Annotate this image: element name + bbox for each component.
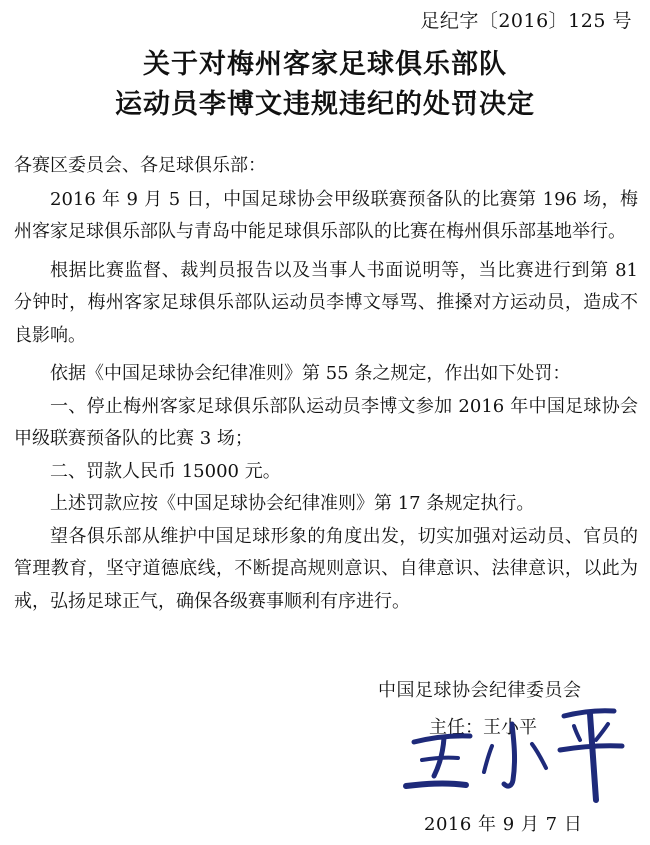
handwritten-signature — [400, 702, 632, 806]
paragraph-match-info: 2016 年 9 月 5 日，中国足球协会甲级联赛预备队的比赛第 196 场，梅州客家足球俱乐部队与青岛中能足球俱乐部队的比赛在梅州俱乐部基地举行。 — [14, 188, 638, 242]
document-number: 足纪字〔2016〕125 号 — [420, 10, 632, 32]
penalty-item-fine: 二、罚款人民币 15000 元。 — [50, 460, 281, 482]
document-body — [14, 150, 638, 618]
paragraph-basis: 依据《中国足球协会纪律准则》第 55 条之规定，作出如下处罚： — [50, 363, 571, 384]
issuing-organization: 中国足球协会纪律委员会 — [378, 680, 582, 701]
penalty-item-suspension: 一、停止梅州客家足球俱乐部队运动员李博文参加 2016 年中国足球协会甲级联赛预备队的比赛 3 场； — [14, 395, 638, 449]
decision-date: 2016 年 9 月 7 日 — [424, 814, 583, 835]
salutation: 各赛区委员会、各足球俱乐部： — [14, 155, 266, 176]
document-title-line-2: 运动员李博文违规违纪的处罚决定 — [115, 89, 535, 120]
paragraph-fine-execution: 上述罚款应按《中国足球协会纪律准则》第 17 条规定执行。 — [50, 493, 535, 514]
director-label: 主任：王小平 — [429, 717, 537, 738]
paragraph-incident: 根据比赛监督、裁判员报告以及当事人书面说明等，当比赛进行到第 81 分钟时，梅州客家足球俱乐部队运动员李博文辱骂、推搡对方运动员，造成不良影响。 — [14, 259, 638, 346]
document-title-line-1: 关于对梅州客家足球俱乐部队 — [143, 49, 507, 80]
paragraph-appeal: 望各俱乐部从维护中国足球形象的角度出发，切实加强对运动员、官员的管理教育，坚守道德底线，不断提高规则意识、自律意识、法律意识，以此为戒，弘扬足球正气，确保各级赛事顺利有序进行。 — [14, 525, 638, 612]
